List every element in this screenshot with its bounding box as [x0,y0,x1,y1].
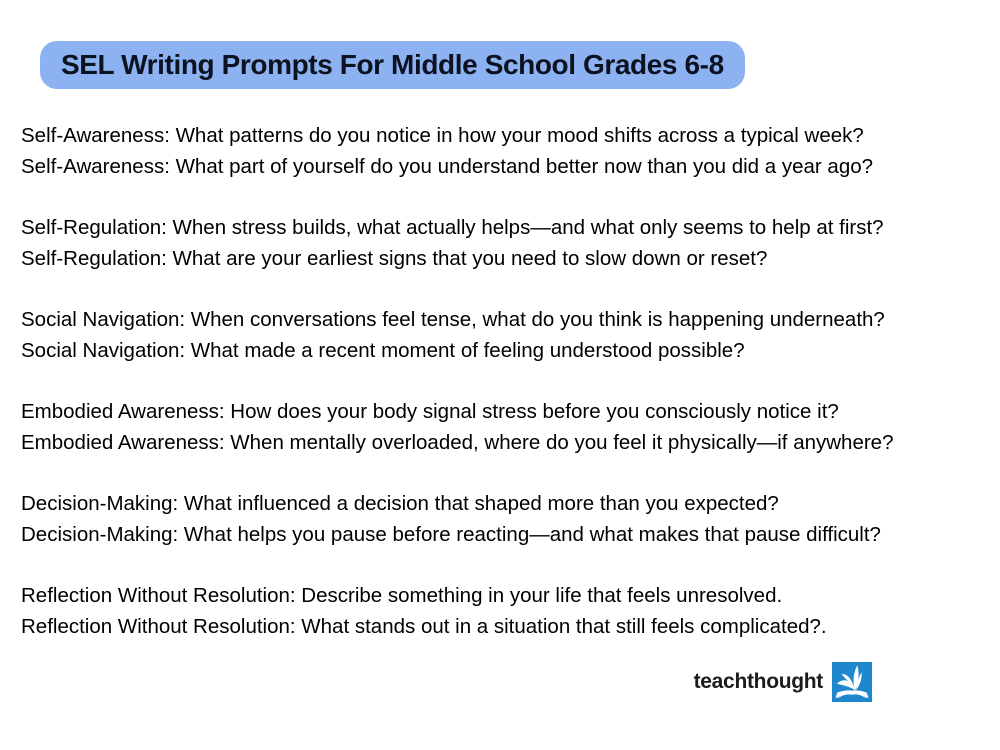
title-banner [40,41,745,89]
prompts-list [21,120,994,672]
prompt-line: Reflection Without Resolution: Describe something in your life that feels unresolved. [21,584,783,607]
prompt-section-5 [21,580,994,642]
prompt-line: Self-Awareness: What part of yourself do you understand better now than you did a year ago? [21,155,874,178]
prompt-line: Embodied Awareness: When mentally overloaded, where do you feel it physically—if anywhere? [21,431,894,454]
prompt-line: Decision-Making: What helps you pause before reacting—and what makes that pause difficult? [21,523,881,546]
page-title: SEL Writing Prompts For Middle School Grades 6-8 [61,49,724,80]
prompt-line: Embodied Awareness: How does your body signal stress before you consciously notice it? [21,400,839,423]
teachthought-quill-icon [832,662,872,702]
prompt-line: Social Navigation: What made a recent moment of feeling understood possible? [21,339,745,362]
prompt-section-1 [21,212,994,274]
prompt-line: Reflection Without Resolution: What stands out in a situation that still feels complicated?. [21,615,827,638]
brand-name: teachthought [693,670,823,693]
prompt-line: Decision-Making: What influenced a decision that shaped more than you expected? [21,492,779,515]
prompt-section-0 [21,120,994,182]
prompt-section-3 [21,396,994,458]
prompt-line: Self-Regulation: When stress builds, what actually helps—and what only seems to help at first? [21,216,884,239]
prompt-line: Social Navigation: When conversations feel tense, what do you think is happening underneath? [21,308,885,331]
prompt-section-4 [21,488,994,550]
prompt-line: Self-Regulation: What are your earliest signs that you need to slow down or reset? [21,247,768,270]
prompt-section-2 [21,304,994,366]
brand-row [694,661,872,703]
prompt-line: Self-Awareness: What patterns do you notice in how your mood shifts across a typical week? [21,124,864,147]
